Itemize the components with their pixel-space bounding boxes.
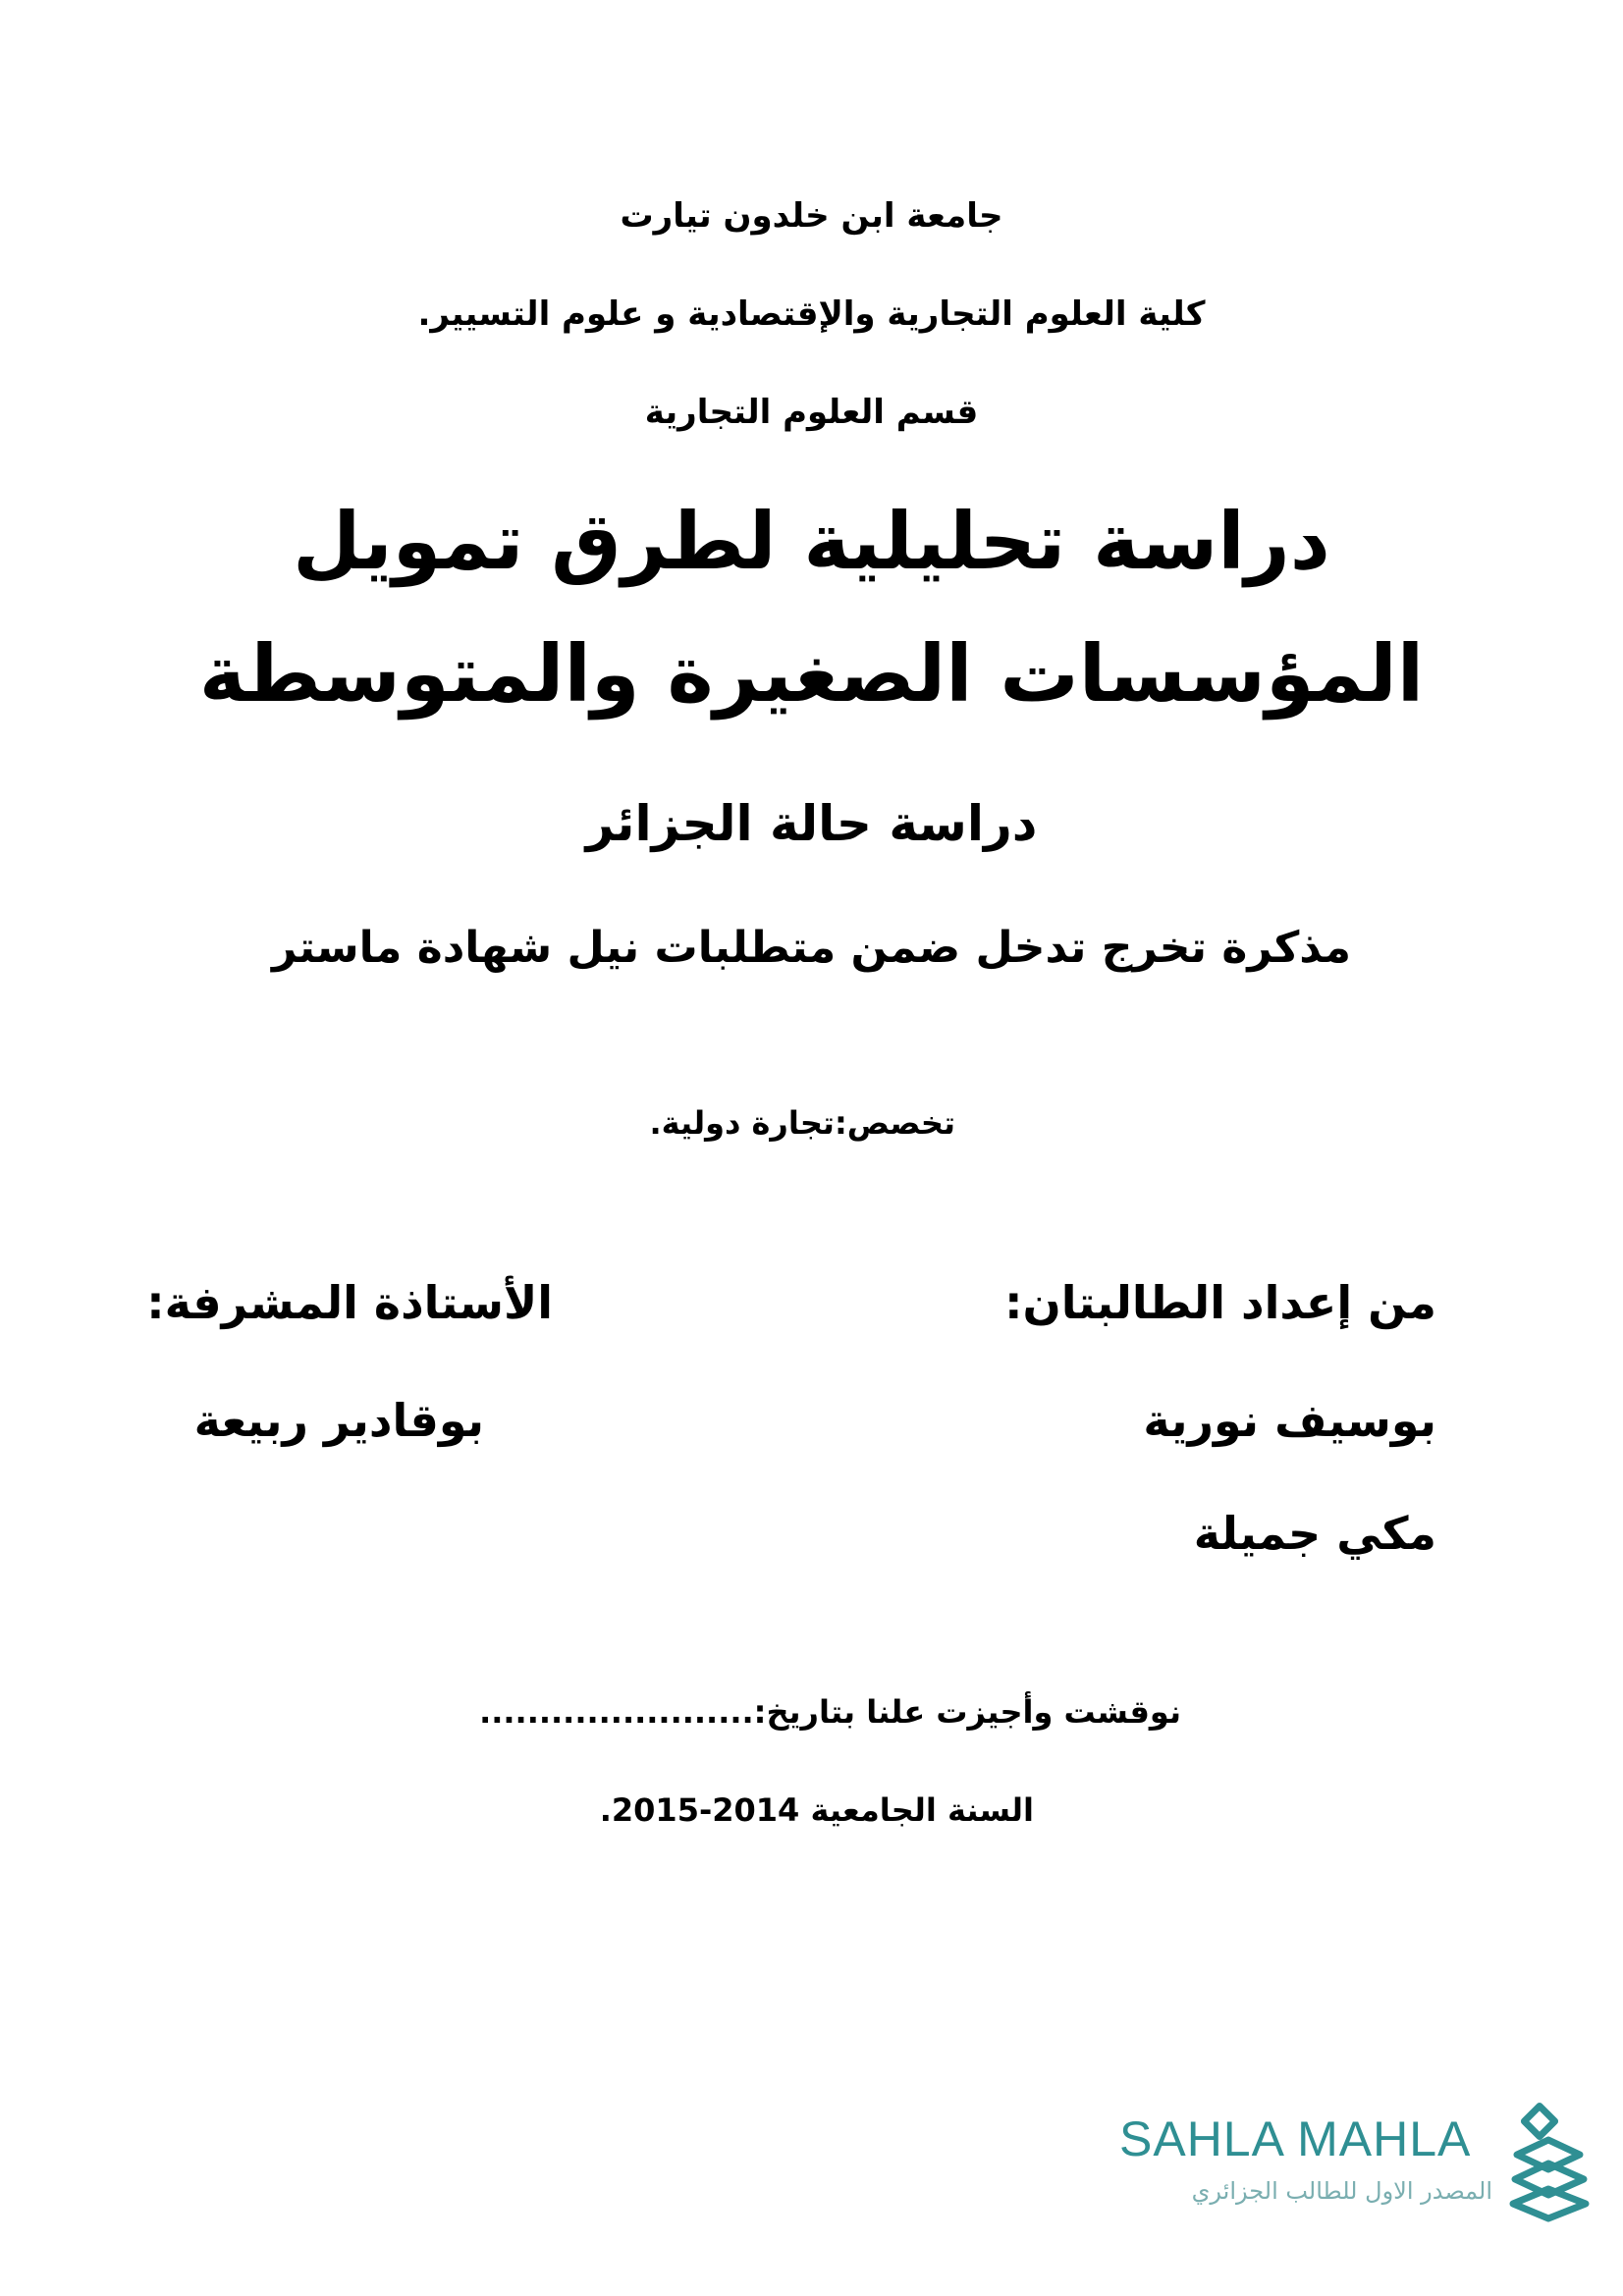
supervisor-heading: الأستاذة المشرفة:	[146, 1276, 553, 1329]
discussion-date: نوقشت وأجيزت علنا بتاريخ:.......................	[479, 1693, 1181, 1731]
case-study-subtitle: دراسة حالة الجزائر	[585, 795, 1038, 852]
student-name-1: بوسيف نورية	[1143, 1394, 1436, 1447]
watermark-brand: SAHLA MAHLA	[1119, 2111, 1472, 2166]
watermark-logo	[1119, 2101, 1591, 2228]
thesis-note: مذكرة تخرج تدخل ضمن متطلبات نيل شهادة ماستر	[272, 923, 1351, 973]
thesis-title-line-2: المؤسسات الصغيرة والمتوسطة	[198, 628, 1425, 720]
calligraphy-logo-icon	[1507, 2101, 1591, 2223]
academic-year: السنة الجامعية 2014-2015.	[599, 1791, 1034, 1829]
supervisor-name: بوقادير ربيعة	[193, 1394, 484, 1447]
department-name: قسم العلوم التجارية	[644, 393, 979, 432]
students-heading: من إعداد الطالبتان:	[1004, 1276, 1436, 1329]
university-name: جامعة ابن خلدون تيارت	[620, 196, 1003, 236]
watermark-tagline: المصدر الاول للطالب الجزائري	[1191, 2177, 1492, 2205]
student-name-2: مكي جميلة	[1193, 1507, 1436, 1560]
thesis-title-line-1: دراسة تحليلية لطرق تمويل	[293, 496, 1330, 587]
specialty: تخصص:تجارة دولية.	[649, 1104, 955, 1142]
faculty-name: كلية العلوم التجارية والإقتصادية و علوم التسيير.	[417, 294, 1206, 334]
